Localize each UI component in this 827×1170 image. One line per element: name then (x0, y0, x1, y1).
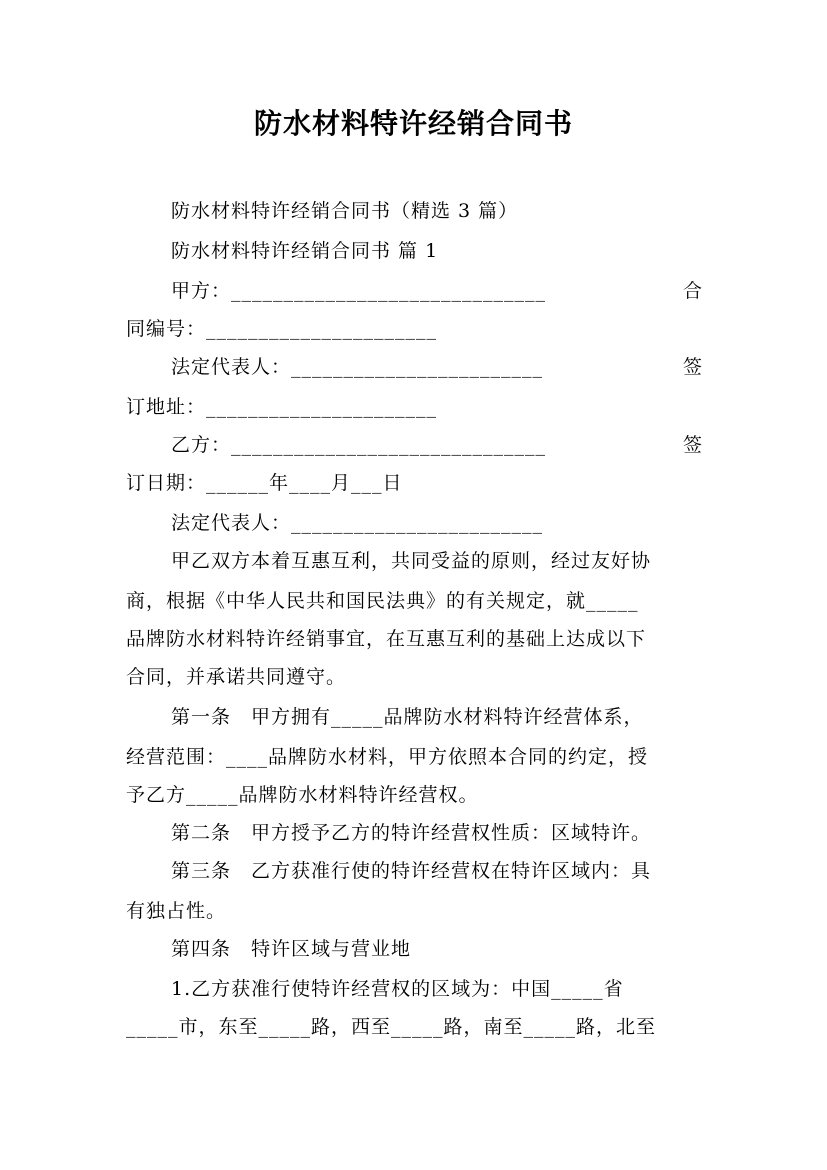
article-4-item: 1.乙方获准行使特许经营权的区域为：中国_____省 (171, 978, 624, 1000)
paragraph-line: 甲乙双方本着互惠互利，共同受益的原则，经过友好协 (171, 550, 652, 572)
sign-address-prefix: 签 (683, 356, 703, 378)
contract-number-line: 同编号：______________________ (126, 318, 438, 340)
party-a-representative: 法定代表人：________________________ (171, 356, 544, 378)
paragraph-line: 品牌防水材料特许经销事宜，在互惠互利的基础上达成以下 (126, 628, 647, 650)
article-1-line: 予乙方_____品牌防水材料特许经营权。 (126, 784, 479, 806)
party-b-representative: 法定代表人：________________________ (171, 512, 544, 534)
article-2-line: 第二条 甲方授予乙方的特许经营权性质：区域特许。 (171, 822, 652, 844)
paragraph-line: 合同，并承诺共同遵守。 (126, 666, 347, 688)
sign-address-line: 订地址：______________________ (126, 396, 438, 418)
article-1-line: 经营范围：____品牌防水材料，甲方依照本合同的约定，授 (126, 746, 649, 768)
article-3-line: 第三条 乙方获准行使的特许经营权在特许区域内：具 (171, 860, 652, 882)
paragraph-line: 商，根据《中华人民共和国民法典》的有关规定，就_____ (126, 590, 639, 612)
sign-date-prefix: 签 (683, 434, 703, 456)
document-title: 防水材料特许经销合同书 (253, 107, 573, 140)
article-4-heading: 第四条 特许区域与营业地 (171, 938, 412, 960)
section-heading: 防水材料特许经销合同书 篇 1 (171, 240, 439, 262)
article-1-line: 第一条 甲方拥有_____品牌防水材料特许经营体系， (171, 706, 644, 728)
article-4-item: _____市，东至_____路，西至_____路，南至_____路，北至 (126, 1016, 657, 1038)
sign-date-line: 订日期：______年____月___日 (126, 472, 403, 494)
party-b-line: 乙方：______________________________ (171, 434, 547, 456)
subtitle-selected: 防水材料特许经销合同书（精选 3 篇） (171, 200, 519, 222)
contract-no-prefix: 合 (683, 280, 703, 302)
party-a-line: 甲方：______________________________ (171, 280, 547, 302)
article-3-line: 有独占性。 (126, 900, 227, 922)
